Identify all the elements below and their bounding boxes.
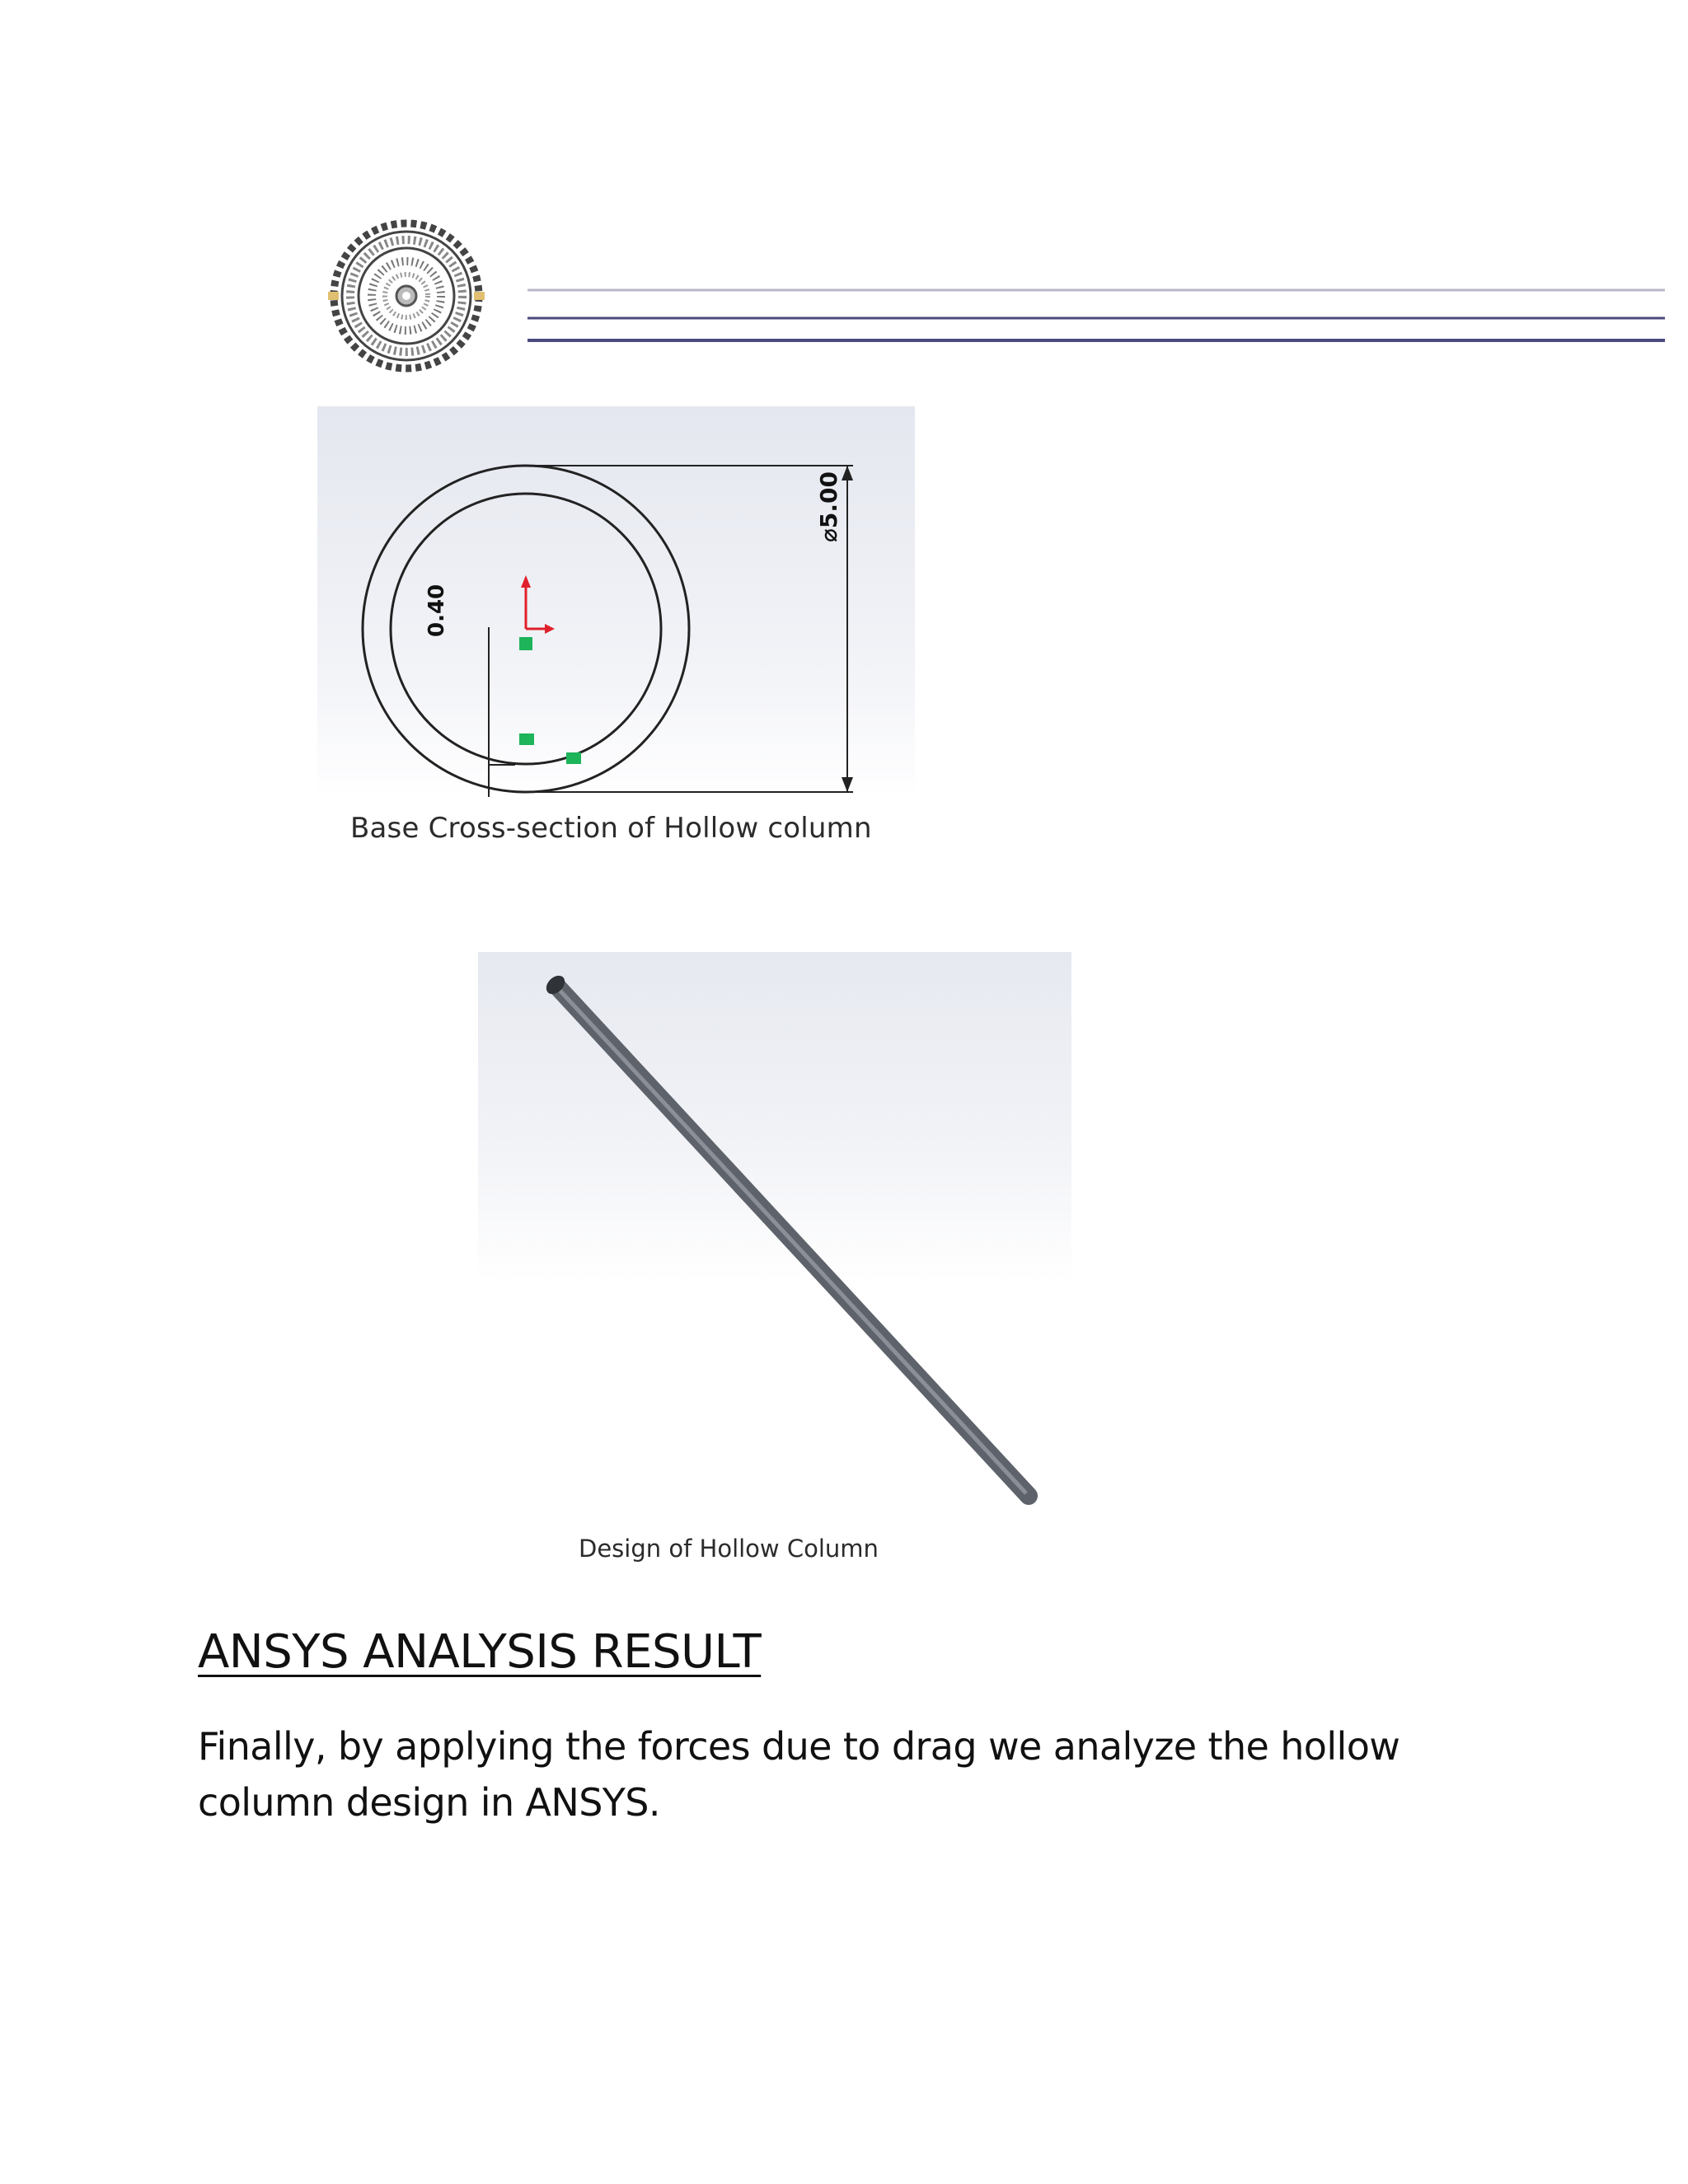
column-model-caption: Design of Hollow Column: [579, 1535, 879, 1563]
constraint-marker: [519, 637, 532, 650]
body-paragraph: Finally, by applying the forces due to drag we analyze the hollow column design in ANSYS.: [198, 1724, 1400, 1825]
constraint-marker: [519, 733, 534, 745]
institute-seal-icon: [328, 210, 485, 382]
thickness-label: 0.40: [424, 583, 449, 637]
header-rules: [528, 280, 1665, 363]
section-heading: ANSYS ANALYSIS RESULT: [198, 1625, 762, 1679]
column-model-render: [478, 952, 1071, 1512]
constraint-marker: [566, 752, 581, 764]
cross-section-caption: Base Cross-section of Hollow column: [350, 812, 872, 845]
diameter-label: ⌀5.00: [815, 471, 842, 542]
cross-section-sketch: [317, 406, 915, 798]
